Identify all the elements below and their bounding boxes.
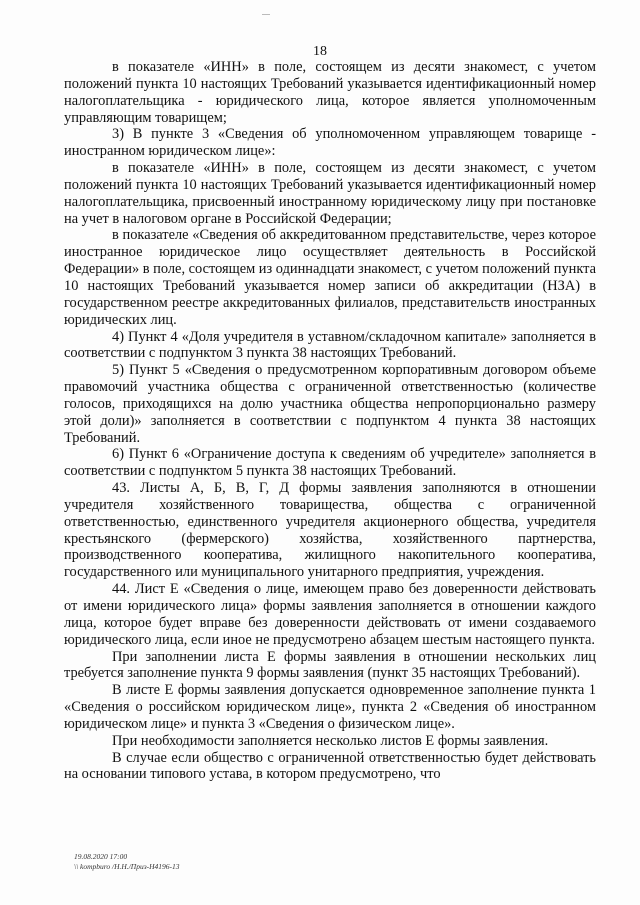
paragraph-sheet-e-simultaneous: В листе Е формы заявления допускается одновременное заполнение пункта 1 «Сведения о российском юридическом лице», пункта 2 «Сведения об иностранном юридическом лице» и пункта 3 «Сведения о физическом лице». xyxy=(64,682,596,732)
paragraph-inn-managing-partner: в показателе «ИНН» в поле, состоящем из десяти знакомест, с учетом положений пункта 10 настоящих Требований указывается идентификационный номер налогоплательщика - юридического лица, которое является уполномоченным управляющим товарищем; xyxy=(64,59,596,126)
paragraph-accredited-office: в показателе «Сведения об аккредитованном представительстве, через которое иностранное юридическое лицо осуществляет деятельность в Российской Федерации» в поле, состоящем из одиннадцати знакомест, с учетом положений пункта 10 настоящих Требований указывается номер записи об аккредитации (НЗА) в государственном реестре аккредитованных филиалов, представительств иностранных юридических лиц. xyxy=(64,227,596,328)
paragraph-item-5: 5) Пункт 5 «Сведения о предусмотренном корпоративным договором объеме правомочий участника общества с ограниченной ответственностью (количестве голосов, приходящихся на долю участника общества непропорционально размеру этой доли)» заполняется в соответствии с подпунктом 4 пункта 38 настоящих Требований. xyxy=(64,362,596,446)
scan-artifact xyxy=(262,14,270,15)
paragraph-item-6: 6) Пункт 6 «Ограничение доступа к сведениям об учредителе» заполняется в соответствии с подпунктом 5 пункта 38 настоящих Требований. xyxy=(64,446,596,480)
paragraph-multiple-sheets: При необходимости заполняется несколько листов Е формы заявления. xyxy=(112,732,549,749)
footer-file-path: \\ kompburo /Н.Н./Приз-Н4196-13 xyxy=(74,862,180,871)
paragraph-several-persons: При заполнении листа Е формы заявления в отношении нескольких лиц требуется заполнение пункта 9 формы заявления (пункт 35 настоящих Требований). xyxy=(64,648,596,682)
footer-date: 19.08.2020 17:00 xyxy=(74,852,128,861)
page-number: 18 xyxy=(313,44,327,59)
paragraph-section-44: 44. Лист Е «Сведения о лице, имеющем право без доверенности действовать от имени юридического лица» формы заявления заполняется в отношении каждого лица, которое будет вправе без доверенности действовать от имени создаваемого юридического лица, если иное не предусмотрено абзацем шестым настоящего пункта. xyxy=(64,581,596,648)
paragraph-typical-charter: В случае если общество с ограниченной ответственностью будет действовать на основании типового устава, в котором предусмотрено, что xyxy=(64,749,596,783)
paragraph-section-43: 43. Листы А, Б, В, Г, Д формы заявления заполняются в отношении учредителя хозяйственного товарищества, общества с ограниченной ответственностью, единственного учредителя акционерного общества, учредителя крестьянского (фермерского) хозяйства, хозяйственного партнерства, производственного кооператива, жилищного накопительного кооператива, государственного или муниципального унитарного предприятия, учреждения. xyxy=(64,480,596,581)
paragraph-item-3-heading: 3) В пункте 3 «Сведения об уполномоченном управляющем товарище - иностранном юридическом лице»: xyxy=(64,126,596,160)
document-footer xyxy=(74,852,180,872)
document-body xyxy=(64,59,596,783)
paragraph-item-4: 4) Пункт 4 «Доля учредителя в уставном/складочном капитале» заполняется в соответствии с подпунктом 3 пункта 38 настоящих Требований. xyxy=(64,328,596,362)
paragraph-inn-foreign-entity: в показателе «ИНН» в поле, состоящем из десяти знакомест, с учетом положений пункта 10 настоящих Требований указывается идентификационный номер налогоплательщика, присвоенный иностранному юридическому лицу при постановке на учет в налоговом органе в Российской Федерации; xyxy=(64,160,596,227)
